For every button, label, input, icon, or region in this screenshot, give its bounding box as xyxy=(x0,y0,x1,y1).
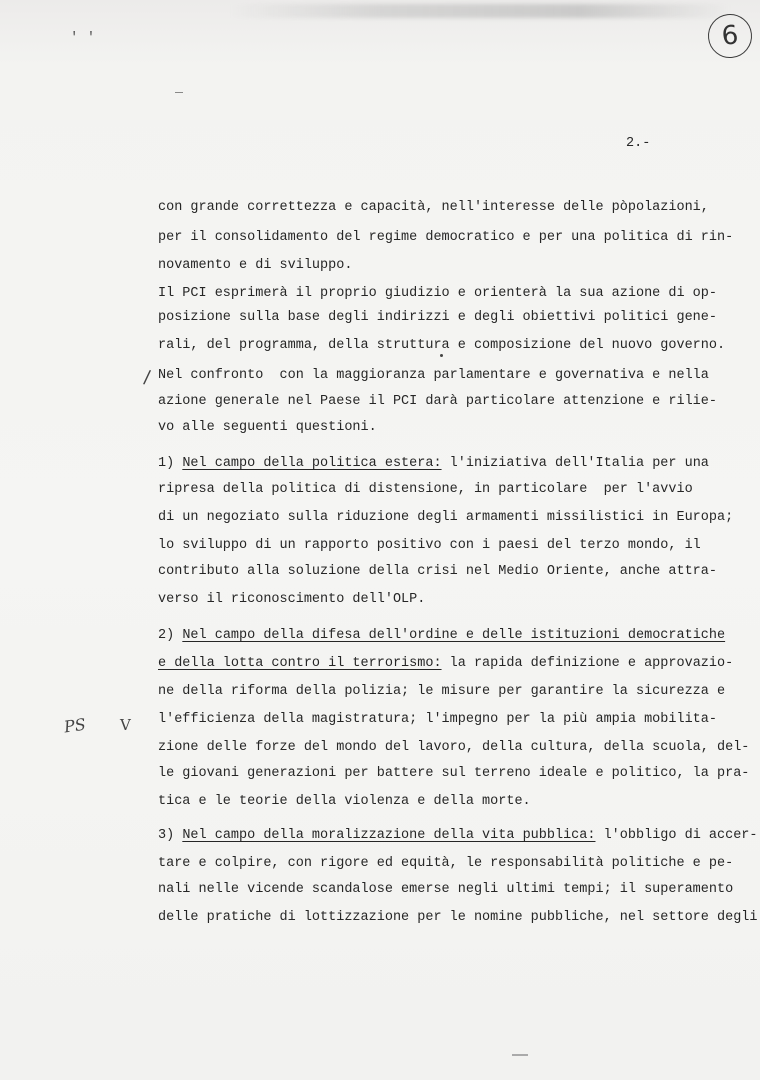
text-segment: posizione sulla base degli indirizzi e degli obiettivi politici gene- xyxy=(158,310,717,325)
text-segment: 3) xyxy=(158,828,183,843)
text-segment: le giovani generazioni per battere sul terreno ideale e politico, la pra- xyxy=(158,766,750,781)
text-line xyxy=(158,856,733,872)
folio-circled-number: 6 xyxy=(706,12,754,60)
text-segment: per il consolidamento del regime democratico e per una politica di rin- xyxy=(158,230,734,245)
text-segment: nali nelle vicende scandalose emerse negli ultimi tempi; il superamento xyxy=(158,882,734,897)
text-line xyxy=(158,368,709,384)
text-segment: tica e le teorie della violenza e della morte. xyxy=(158,794,531,809)
text-line xyxy=(158,394,717,410)
margin-check-mark: V xyxy=(120,716,131,734)
text-line xyxy=(158,456,709,472)
text-line xyxy=(158,538,701,554)
text-segment: verso il riconoscimento dell'OLP. xyxy=(158,592,426,607)
text-line xyxy=(158,482,693,498)
underlined-heading: Nel campo della politica estera: xyxy=(182,456,442,471)
text-segment: 2) xyxy=(158,628,183,643)
text-segment: lo sviluppo di un rapporto positivo con i paesi del terzo mondo, il xyxy=(158,538,701,553)
text-line xyxy=(158,684,725,700)
text-segment: Il PCI esprimerà il proprio giudizio e orienterà la sua azione di op- xyxy=(158,286,717,301)
top-marks: ' ' xyxy=(70,30,96,46)
text-line xyxy=(158,794,531,810)
text-line xyxy=(158,286,717,302)
margin-handwritten-note: PS xyxy=(62,714,87,737)
text-line xyxy=(158,338,725,354)
text-segment: azione generale nel Paese il PCI darà particolare attenzione e rilie- xyxy=(158,394,717,409)
text-segment: zione delle forze del mondo del lavoro, della cultura, della scuola, del- xyxy=(158,740,750,755)
text-segment: la rapida definizione e approvazio- xyxy=(441,656,734,671)
text-line xyxy=(158,828,758,844)
underlined-heading: Nel campo della difesa dell'ordine e delle istituzioni democratiche xyxy=(182,628,726,643)
text-line xyxy=(158,420,377,436)
text-line xyxy=(158,712,717,728)
text-segment: vo alle seguenti questioni. xyxy=(158,420,377,435)
text-line xyxy=(158,258,352,274)
text-line xyxy=(158,882,733,898)
text-segment: Nel confronto con la maggioranza parlamentare e governativa e nella xyxy=(158,368,709,383)
underlined-heading: e della lotta contro il terrorismo: xyxy=(158,656,442,671)
scan-dash-bottom xyxy=(512,1054,528,1056)
text-line xyxy=(158,310,717,326)
scan-smudge xyxy=(230,4,730,18)
text-segment: ripresa della politica di distensione, in particolare per l'avvio xyxy=(158,482,693,497)
text-segment: novamento e di sviluppo. xyxy=(158,258,353,273)
underlined-heading: Nel campo della moralizzazione della vita pubblica: xyxy=(182,828,596,843)
text-line xyxy=(158,230,733,246)
text-segment: con grande correttezza e capacità, nell'interesse delle pòpolazioni, xyxy=(158,200,709,215)
text-segment: tare e colpire, con rigore ed equità, le responsabilità politiche e pe- xyxy=(158,856,734,871)
text-line xyxy=(158,200,709,216)
text-segment: l'iniziativa dell'Italia per una xyxy=(441,456,709,471)
text-line xyxy=(158,766,749,782)
text-line xyxy=(158,656,733,672)
text-line xyxy=(158,910,758,926)
text-line xyxy=(158,510,733,526)
text-segment: l'obbligo di accer- xyxy=(595,828,758,843)
insertion-dot xyxy=(440,354,443,357)
text-segment: ne della riforma della polizia; le misure per garantire la sicurezza e xyxy=(158,684,726,699)
scan-dash xyxy=(175,92,183,93)
text-line xyxy=(158,592,425,608)
text-line xyxy=(158,564,717,580)
text-segment: 1) xyxy=(158,456,183,471)
text-segment: rali, del programma, della struttura e composizione del nuovo governo. xyxy=(158,338,726,353)
page-number: 2.- xyxy=(626,136,651,151)
text-line xyxy=(158,628,725,644)
text-segment: contributo alla soluzione della crisi nel Medio Oriente, anche attra- xyxy=(158,564,717,579)
text-line xyxy=(158,740,749,756)
margin-bracket-mark: / xyxy=(142,366,152,389)
text-segment: l'efficienza della magistratura; l'impegno per la più ampia mobilita- xyxy=(158,712,717,727)
text-segment: di un negoziato sulla riduzione degli armamenti missilistici in Europa; xyxy=(158,510,734,525)
text-segment: delle pratiche di lottizzazione per le nomine pubbliche, nel settore degli xyxy=(158,910,758,925)
